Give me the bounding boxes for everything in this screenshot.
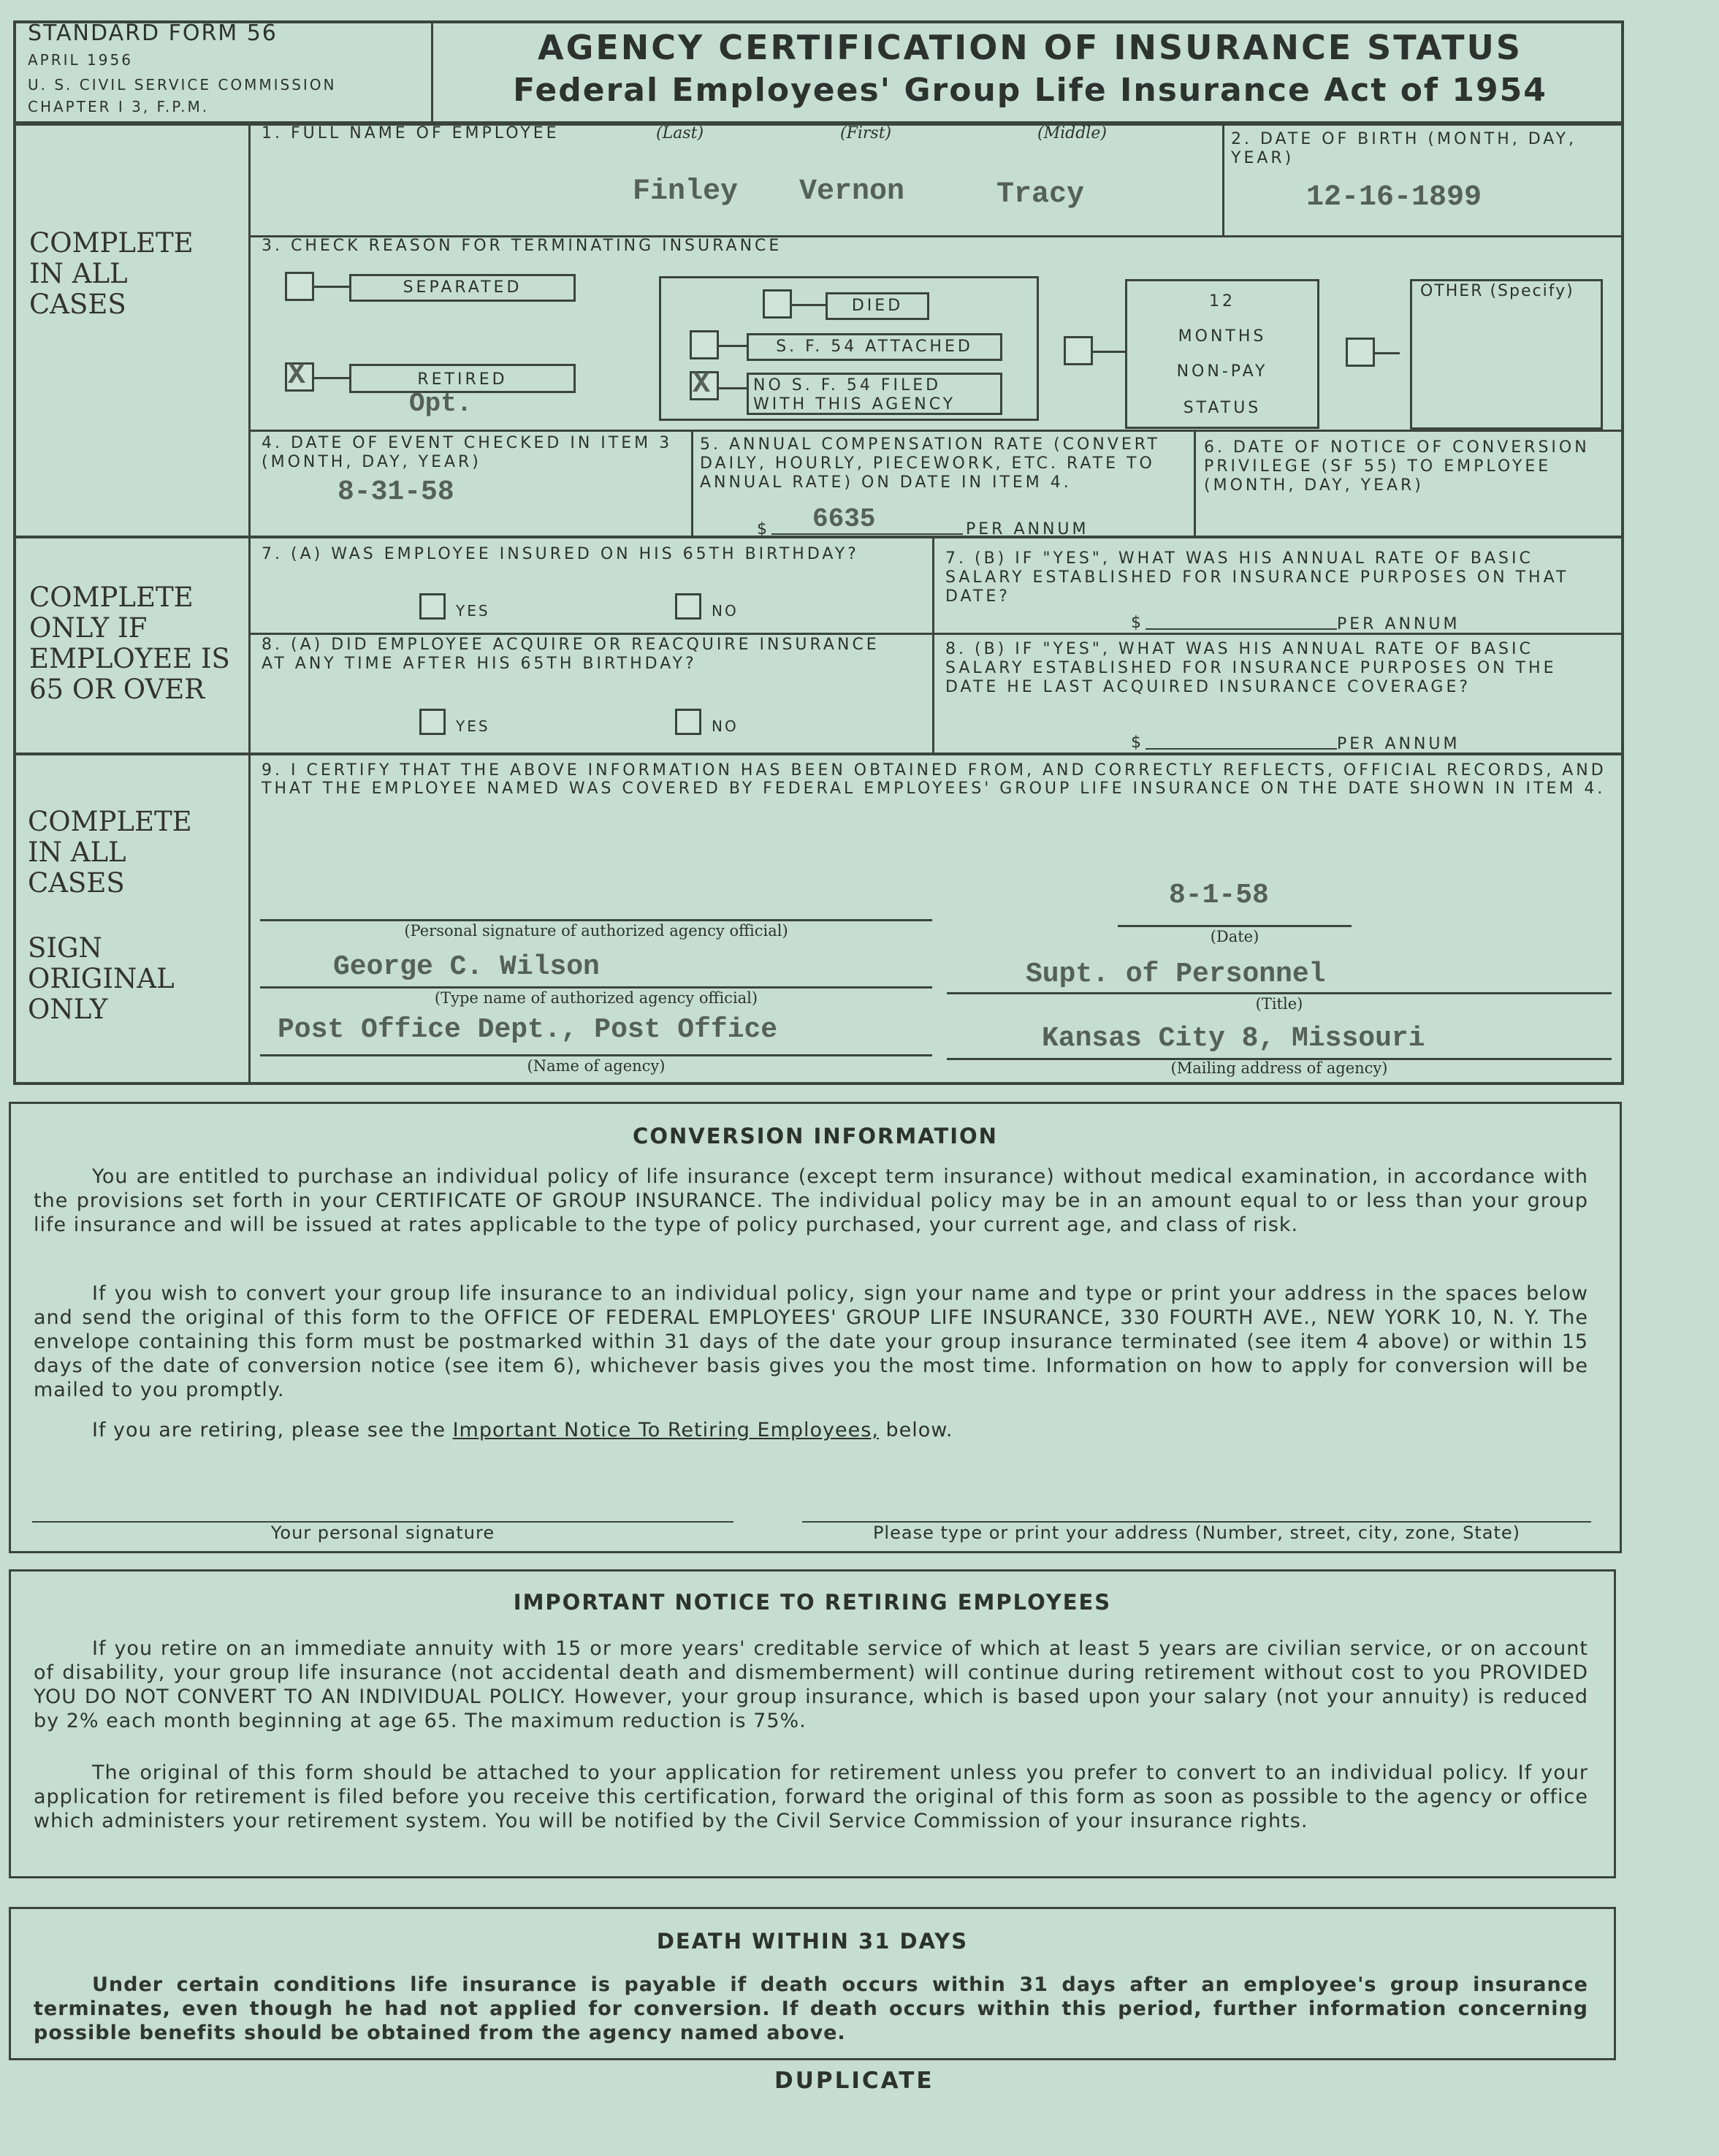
annual-compensation: 6635	[812, 504, 876, 534]
item3-label: 3. CHECK REASON FOR TERMINATING INSURANCE	[262, 237, 782, 255]
sf54-attached-connector	[719, 345, 748, 347]
item1-last-label: (Last)	[656, 124, 704, 142]
item8a-yes-checkbox[interactable]	[419, 709, 446, 735]
no-sf54-check-mark: X	[693, 368, 711, 401]
conversion-paragraph-2: If you wish to convert your group life insurance to an individual policy, sign your name and type or print your address in the spaces below and send the original of this form to the OFFICE OF FEDERAL EMPLOYEES' GROUP LIFE INSURANCE, 330 FOURTH AVE., NEW YORK 10, N. Y. The envelope containing this form must be postmarked within 31 days of the date your group insurance terminated (see item 4 above) or within 15 days of the date of conversion notice (see item 6), whichever basis gives you the most time. Information on how to apply for conversion will be mailed to you promptly.	[34, 1282, 1588, 1401]
form-date: APRIL 1956	[28, 51, 133, 69]
item8a-no-checkbox[interactable]	[675, 709, 701, 735]
item7a-label: 7. (A) WAS EMPLOYEE INSURED ON HIS 65TH BIRTHDAY?	[262, 545, 859, 563]
sf54-attached-label: S. F. 54 ATTACHED	[747, 333, 1002, 361]
death-paragraph: Under certain conditions life insurance is payable if death occurs within 31 days after an employee's group insurance terminates, even though he had not applied for conversion. If death occurs within this period, further information concerning possible benefits should be obtained from the agency named above.	[34, 1973, 1588, 2044]
official-typed-name: George C. Wilson	[333, 951, 600, 983]
item8b-per-annum: PER ANNUM	[1337, 735, 1460, 753]
form-chapter: CHAPTER I 3, F.P.M.	[28, 98, 210, 115]
separated-checkbox[interactable]	[285, 272, 314, 301]
nonpay-line-4: STATUS	[1183, 399, 1262, 417]
item7b-label: 7. (B) IF "YES", WHAT WAS HIS ANNUAL RATE OF BASIC SALARY ESTABLISHED FOR INSURANCE PURPOSES ON THAT DATE?	[945, 549, 1569, 606]
section-divider-1	[13, 536, 1624, 538]
other-label: OTHER (Specify)	[1420, 282, 1574, 300]
agency-name-line	[260, 1054, 932, 1056]
item5-dollar: $	[757, 520, 767, 538]
conversion-address-caption: Please type or print your address (Number, street, city, zone, State)	[872, 1523, 1521, 1543]
item7a-yes-label: YES	[456, 602, 490, 620]
agency-address-caption: (Mailing address of agency)	[1170, 1059, 1388, 1077]
form-number: STANDARD FORM 56	[28, 20, 278, 46]
retiring-notice-link[interactable]: Important Notice To Retiring Employees,	[452, 1419, 879, 1441]
retired-label: RETIRED	[349, 364, 576, 393]
divider-item1-2	[1222, 123, 1224, 237]
died-label: DIED	[826, 292, 929, 320]
died-connector	[792, 304, 827, 306]
typed-name-line	[260, 986, 932, 989]
side-label-complete-all-2: COMPLETE IN ALL CASES	[28, 806, 192, 899]
header-divider	[431, 20, 433, 124]
nonpay-connector	[1093, 351, 1125, 353]
conversion-heading: CONVERSION INFORMATION	[633, 1124, 998, 1149]
conversion-paragraph-3	[92, 1419, 953, 1441]
item1-first-label: (First)	[840, 124, 892, 142]
other-connector	[1375, 352, 1400, 354]
item1-label: 1. FULL NAME OF EMPLOYEE	[262, 124, 560, 142]
date-of-event: 8-31-58	[338, 476, 454, 508]
no-sf54-label: NO S. F. 54 FILED WITH THIS AGENCY	[747, 373, 1002, 415]
copy-label: DUPLICATE	[774, 2068, 934, 2094]
item5-per-annum: PER ANNUM	[966, 520, 1089, 538]
typed-name-caption: (Type name of authorized agency official)	[434, 989, 758, 1007]
item8b-label: 8. (B) IF "YES", WHAT WAS HIS ANNUAL RATE OF BASIC SALARY ESTABLISHED FOR INSURANCE PURPOSES ON THE DATE HE LAST ACQUIRED INSURANCE COVERAGE?	[945, 640, 1557, 696]
retiring-heading: IMPORTANT NOTICE TO RETIRING EMPLOYEES	[513, 1590, 1112, 1615]
item2-label: 2. DATE OF BIRTH (MONTH, DAY, YEAR)	[1231, 130, 1577, 167]
employee-first-name: Vernon	[799, 175, 905, 208]
item7a-no-checkbox[interactable]	[675, 593, 701, 620]
conversion-signature-caption: Your personal signature	[270, 1523, 495, 1543]
item8b-amount-line[interactable]	[1146, 748, 1337, 750]
retired-option-note: Opt.	[409, 389, 473, 419]
nonpay-line-1: 12	[1209, 292, 1235, 311]
date-of-birth: 12-16-1899	[1306, 181, 1482, 214]
side-column-divider	[248, 123, 251, 1085]
item8a-label: 8. (A) DID EMPLOYEE ACQUIRE OR REACQUIRE INSURANCE AT ANY TIME AFTER HIS 65TH BIRTHDAY?	[262, 636, 880, 673]
row-divider-item3	[248, 430, 1624, 432]
agency-address: Kansas City 8, Missouri	[1042, 1023, 1425, 1054]
form-title: AGENCY CERTIFICATION OF INSURANCE STATUS	[537, 28, 1522, 67]
official-signature-line[interactable]	[260, 919, 932, 921]
side-label-complete-65: COMPLETE ONLY IF EMPLOYEE IS 65 OR OVER	[29, 582, 230, 705]
certification-date: 8-1-58	[1169, 880, 1269, 911]
date-caption: (Date)	[1210, 928, 1259, 945]
divider-item5-6	[1194, 430, 1196, 536]
died-checkbox[interactable]	[763, 289, 792, 319]
agency-name-caption: (Name of agency)	[527, 1057, 666, 1075]
nonpay-line-3: NON-PAY	[1176, 362, 1268, 381]
item8a-yes-label: YES	[456, 717, 490, 735]
item1-middle-label: (Middle)	[1037, 124, 1107, 142]
item6-label: 6. DATE OF NOTICE OF CONVERSION PRIVILEGE (SF 55) TO EMPLOYEE (MONTH, DAY, YEAR)	[1204, 438, 1590, 495]
side-label-complete-all-1: COMPLETE IN ALL CASES	[29, 227, 194, 320]
official-title: Supt. of Personnel	[1026, 959, 1326, 990]
conversion-p3-pre: If you are retiring, please see the	[92, 1419, 446, 1441]
official-signature-caption: (Personal signature of authorized agency official)	[404, 922, 788, 940]
conversion-p3-post: below.	[885, 1419, 953, 1441]
separated-connector	[314, 286, 351, 288]
conversion-paragraph-1: You are entitled to purchase an individual policy of life insurance (except term insurance) without medical examination, in accordance with the provisions set forth in your CERTIFICATE OF GROUP INSURANCE. The individual policy may be in an amount equal to or less than your group life insurance and will be issued at rates applicable to the type of policy purchased, your current age, and class of risk.	[34, 1165, 1588, 1236]
form-subtitle: Federal Employees' Group Life Insurance Act of 1954	[513, 72, 1547, 109]
title-line	[947, 992, 1612, 994]
item7b-dollar: $	[1131, 614, 1141, 632]
retiring-paragraph-2: The original of this form should be attached to your application for retirement unless you prefer to convert to an individual policy. If your application for retirement is filed before you receive this certification, forward the original of this form as soon as possible to the agency or office which administers your retirement system. You will be notified by the Civil Service Commission of your insurance rights.	[34, 1761, 1588, 1832]
separated-label: SEPARATED	[349, 274, 576, 302]
no-sf54-connector	[719, 387, 748, 389]
nonpay-checkbox[interactable]	[1064, 336, 1093, 365]
death-heading: DEATH WITHIN 31 DAYS	[656, 1929, 969, 1954]
side-label-sign: SIGN ORIGINAL ONLY	[28, 932, 175, 1025]
item9-label: 9. I CERTIFY THAT THE ABOVE INFORMATION HAS BEEN OBTAINED FROM, AND CORRECTLY REFLECTS, OFFICIAL RECORDS, AND THAT THE EMPLOYEE NAMED WAS COVERED BY FEDERAL EMPLOYEES' GROUP LIFE INSURANCE ON THE DATE SHOWN IN ITEM 4.	[262, 761, 1606, 798]
item7b-per-annum: PER ANNUM	[1337, 615, 1460, 633]
item5-label: 5. ANNUAL COMPENSATION RATE (CONVERT DAILY, HOURLY, PIECEWORK, ETC. RATE TO ANNUAL RATE) ON DATE IN ITEM 4.	[700, 435, 1160, 492]
retired-connector	[314, 377, 351, 379]
employee-last-name: Finley	[633, 175, 739, 208]
item4-label: 4. DATE OF EVENT CHECKED IN ITEM 3 (MONTH, DAY, YEAR)	[262, 434, 673, 471]
date-line	[1118, 925, 1352, 927]
agency-name: Post Office Dept., Post Office	[278, 1014, 778, 1045]
nonpay-line-2: MONTHS	[1178, 327, 1267, 346]
divider-item4-5	[691, 430, 693, 536]
other-checkbox[interactable]	[1346, 338, 1375, 367]
form-issuer: U. S. CIVIL SERVICE COMMISSION	[28, 76, 337, 94]
divider-item7-8	[932, 536, 934, 753]
employee-middle-name: Tracy	[996, 178, 1085, 211]
other-specify-box[interactable]	[1410, 279, 1603, 430]
title-caption: (Title)	[1255, 995, 1303, 1013]
retiring-paragraph-1: If you retire on an immediate annuity with 15 or more years' creditable service of which at least 5 years are civilian service, or on account of disability, your group life insurance (not accidental death and dismemberment) will continue during retirement without cost to you PROVIDED YOU DO NOT CONVERT TO AN INDIVIDUAL POLICY. However, your group insurance, which is based upon your salary (not your annuity) is reduced by 2% each month beginning at age 65. The maximum reduction is 75%.	[34, 1637, 1588, 1732]
item8a-no-label: NO	[712, 717, 739, 735]
item7a-yes-checkbox[interactable]	[419, 593, 446, 620]
retired-check-mark: X	[288, 359, 306, 392]
sf54-attached-checkbox[interactable]	[690, 330, 719, 359]
item7a-no-label: NO	[712, 602, 739, 620]
item7b-amount-line[interactable]	[1146, 628, 1337, 630]
item8b-dollar: $	[1131, 734, 1141, 752]
